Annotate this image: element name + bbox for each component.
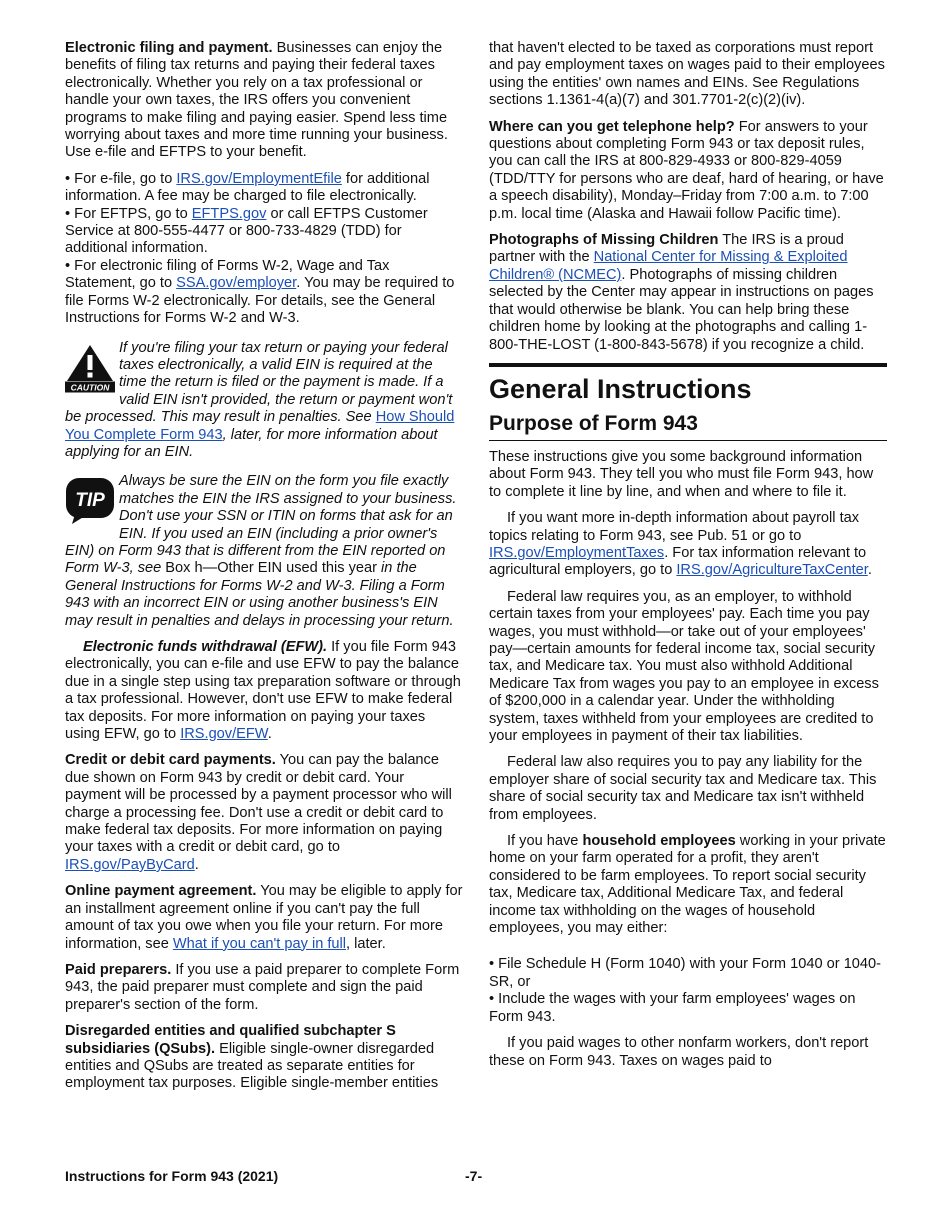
tip-icon	[65, 476, 115, 526]
card-heading: Credit or debit card payments.	[65, 752, 276, 769]
efile-bullet: • For e-file, go to IRS.gov/EmploymentEfile for additional information. A fee may be charged to file electronically.	[65, 170, 430, 205]
household-paragraph: If you have household employees working in your private home on your farm operated for a profit, they aren't considered to be farm employees. To report social security tax, Medicare tax, Additional Medicare Tax, and federal income tax withholding on the wages of household employees, you may either:	[489, 833, 886, 937]
pay-by-card-link[interactable]: IRS.gov/PayByCard	[65, 856, 195, 873]
include-wages-bullet: • Include the wages with your farm employees' wages on Form 943.	[489, 991, 856, 1025]
cant-pay-link[interactable]: What if you can't pay in full	[172, 935, 347, 952]
phone-paragraph: Where can you get telephone help? For answers to your questions about completing Form 943 or tax deposit rules, you can call the IRS at 800-829-4933 or 800-829-4059 (TDD/TTY for persons who are deaf, hard of hearing, or have a speech disability), Monday–Friday from 7:00 a.m. to 7:00 p.m. local time (Alaska and Hawaii follow Pacific time).	[489, 118, 884, 222]
nonfarm-paragraph: If you paid wages to other nonfarm workers, don't report these on Form 943. Taxes on wages paid to	[489, 1035, 869, 1069]
purpose-paragraph: These instructions give you some background information about Form 943. They tell you who must file Form 943, how to complete it line by line, and when and where to file it.	[489, 448, 874, 500]
footer-title: Instructions for Form 943 (2021)	[65, 1168, 279, 1184]
right-column	[489, 40, 887, 1079]
schedule-h-bullet: • File Schedule H (Form 1040) with your Form 1040 or 1040-SR, or	[489, 956, 882, 990]
efw-heading: Electronic funds withdrawal (EFW).	[83, 639, 328, 655]
disregarded-heading: Disregarded entities and qualified subchapter S subsidiaries (QSubs).	[65, 1023, 396, 1057]
employer-share-paragraph: Federal law also requires you to pay any liability for the employer share of social security tax and Medicare tax. This share of social security tax and Medicare tax isn't withheld from employees.	[489, 754, 877, 823]
card-paragraph: Credit or debit card payments. You can pay the balance due shown on Form 943 by credit or debit card. Your payment will be processed by a payment processor who will charge a processing fee. Don't use a credit or debit card to make federal tax deposits. For more information on paying your taxes with a credit or debit card, go to IRS.gov/PayByCard.	[65, 752, 452, 873]
disregarded-paragraph: Disregarded entities and qualified subchapter S subsidiaries (QSubs). Eligible single-owner disregarded entities and QSubs are treated as separate entities for employment tax purposes. Eligible single-member entities	[65, 1023, 439, 1092]
caution-note: CAUTION If you're filing your tax return or paying your federal taxes electronically, a valid EIN is required at the time the return is filed or the payment is made. If a valid EIN isn't provided, the return or payment won't be processed. This may result in penalties. See How Should You Complete Form 943, later, for more information about applying for an EIN.	[65, 339, 455, 460]
ncmec-link[interactable]: National Center for Missing & Exploited Children® (NCMEC)	[489, 249, 848, 283]
employment-efile-link[interactable]: IRS.gov/EmploymentEfile	[176, 170, 342, 187]
how-complete-form-link[interactable]: How Should You Complete Form 943	[65, 409, 455, 443]
svg-text:TIP: TIP	[75, 490, 105, 512]
left-column	[65, 40, 463, 1102]
page-number: -7-	[465, 1168, 483, 1184]
efw-paragraph: Electronic funds withdrawal (EFW). If you file Form 943 electronically, you can e-file and use EFW to pay the balance due in a single step using tax preparation software or through a tax professional. However, don't use EFW to make federal tax deposits. For more information on paying your taxes using EFW, go to IRS.gov/EFW.	[65, 639, 461, 743]
online-paragraph: Online payment agreement. You may be eligible to apply for an installment agreement online if you can't pay the full amount of tax you owe when you file your return. For more information, see What if you can't pay in full, later.	[65, 883, 463, 952]
payroll-info-paragraph: If you want more in-depth information about payroll tax topics relating to Form 943, see Pub. 51 or go to IRS.gov/EmploymentTaxes. For tax information relevant to agricultural employers, go to IRS.gov/AgricultureTaxCenter.	[489, 510, 872, 579]
continued-paragraph: that haven't elected to be taxed as corporations must report and pay employment taxes on wages paid to their employees using the entities' own names and EINs. See Regulations sections 1.1361-4(a)(7) and 301.7701-2(c)(2)(iv).	[489, 40, 885, 109]
children-heading: Photographs of Missing Children	[489, 232, 719, 249]
agriculture-tax-center-link[interactable]: IRS.gov/AgricultureTaxCenter	[676, 562, 868, 579]
eftps-bullet: • For EFTPS, go to EFTPS.gov or call EFTPS Customer Service at 800-555-4477 or 800-733-4829 (TDD) for additional information.	[65, 205, 428, 257]
svg-text:CAUTION: CAUTION	[70, 382, 110, 392]
online-heading: Online payment agreement.	[65, 883, 257, 900]
preparers-paragraph: Paid preparers. If you use a paid preparer to complete Form 943, the paid preparer must complete and sign the paid preparer's section of the form.	[65, 961, 460, 1013]
subsection-title: Purpose of Form 943	[489, 411, 887, 441]
children-paragraph: Photographs of Missing Children The IRS is a proud partner with the National Center for Missing & Exploited Children® (NCMEC). Photographs of missing children selected by the Center may appear in instructions on pages that would otherwise be blank. You can help bring these children home by looking at the photographs and calling 1-800-THE-LOST (1-800-843-5678) if you recognize a child.	[489, 232, 874, 353]
efw-link[interactable]: IRS.gov/EFW	[180, 726, 268, 743]
preparers-heading: Paid preparers.	[65, 961, 172, 978]
ssa-employer-link[interactable]: SSA.gov/employer	[176, 275, 297, 292]
caution-icon	[65, 343, 115, 393]
w2-bullet: • For electronic filing of Forms W-2, Wage and Tax Statement, go to SSA.gov/employer. You may be required to file Forms W-2 electronically. For details, see the General Instructions for Forms W-2 and W-3.	[65, 257, 455, 327]
phone-heading: Where can you get telephone help?	[489, 118, 735, 135]
section-title: General Instructions	[489, 363, 887, 405]
withholding-paragraph: Federal law requires you, as an employer, to withhold certain taxes from your employees' pay. Each time you pay wages, you must withhold—or take out of your employees' pay—certain amounts for federal income tax, social security tax, and Medicare tax. You must also withhold Additional Medicare Tax from wages you pay to an employee in excess of $200,000 in a calendar year. Under the withholding system, taxes withheld from your employees are credited to your employees in payment of their tax liabilities.	[489, 588, 879, 744]
employment-taxes-link[interactable]: IRS.gov/EmploymentTaxes	[489, 544, 665, 561]
efile-paragraph: Electronic filing and payment. Businesses can enjoy the benefits of filing tax returns and paying their federal taxes electronically. Whether you rely on a tax professional or handle your own taxes, the IRS offers you convenient programs to make filing and paying easier. Spend less time worrying about taxes and more time running your business. Use e-file and EFTPS to your benefit.	[65, 40, 448, 161]
tip-note: TIP Always be sure the EIN on the form you file exactly matches the EIN the IRS assigned to your business. Don't use your SSN or ITIN on forms that ask for an EIN. If you used an EIN (including a prior owner's EIN) on Form 943 that is different from the EIN reported on Form W-3, see Box h—Other EIN used this year in the General Instructions for Forms W-2 and W-3. Filing a Form 943 with an incorrect EIN or using another business's EIN may result in penalties and delays in processing your return.	[65, 473, 457, 629]
eftps-link[interactable]: EFTPS.gov	[191, 205, 267, 222]
efile-heading: Electronic filing and payment.	[65, 40, 273, 56]
